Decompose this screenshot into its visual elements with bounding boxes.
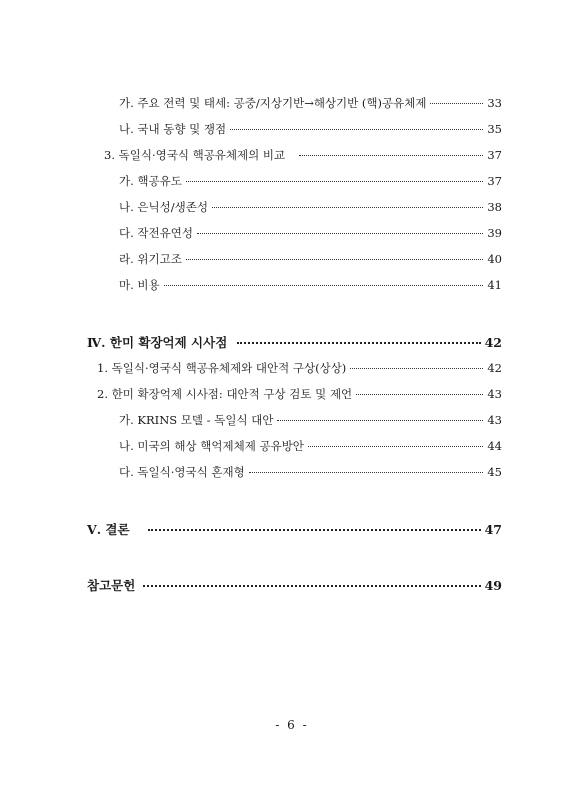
- toc-entry-label: 가. 주요 전력 및 태세: 공중/지상기반→해상기반 (핵)공유체제: [119, 96, 427, 110]
- dot-leader: [143, 585, 480, 587]
- toc-entry: [97, 360, 502, 376]
- toc-chapter: [87, 520, 502, 536]
- dot-leader: [237, 342, 480, 344]
- toc-entry-label: 가. 핵공유도: [119, 174, 182, 188]
- dot-leader: [186, 181, 484, 182]
- toc-entry-page: 33: [487, 96, 502, 110]
- dot-leader: [299, 155, 483, 156]
- toc-entry: [119, 225, 502, 241]
- toc-entry-page: 41: [487, 278, 502, 292]
- dot-leader: [308, 446, 483, 447]
- toc-entry-page: 38: [487, 200, 502, 214]
- dot-leader: [356, 394, 483, 395]
- toc-entry: [119, 464, 502, 480]
- toc-entry: [119, 95, 502, 111]
- toc-entry-page: 37: [487, 148, 502, 162]
- toc-entry: [119, 438, 502, 454]
- dot-leader: [186, 259, 484, 260]
- toc-entry-page: 43: [487, 413, 502, 427]
- toc-entry-label: 1. 독일식·영국식 핵공유체제와 대안적 구상(상상): [97, 361, 347, 375]
- toc-entry-page: 37: [487, 174, 502, 188]
- toc-entry-page: 35: [487, 122, 502, 136]
- toc-entry-label: 나. 은닉성/생존성: [119, 200, 208, 214]
- toc-entry-page: 43: [487, 387, 502, 401]
- toc-entry-label: 2. 한미 확장억제 시사점: 대안적 구상 검토 및 제언: [97, 387, 353, 401]
- toc-entry-page: 44: [487, 439, 502, 453]
- toc-entry-page: 40: [487, 252, 502, 266]
- toc-entry: [119, 199, 502, 215]
- toc-chapter-page: 47: [484, 522, 502, 537]
- toc-entry-label: 라. 위기고조: [119, 252, 182, 266]
- toc-entry: [119, 121, 502, 137]
- toc-entry: [97, 386, 502, 402]
- page-number: - 6 -: [275, 718, 309, 732]
- toc-entry-label: 가. KRINS 모델 - 독일식 대안: [119, 413, 274, 427]
- dot-leader: [197, 233, 483, 234]
- dot-leader: [164, 285, 484, 286]
- toc-chapter-label: Ⅴ. 결론: [87, 522, 130, 537]
- dot-leader: [277, 420, 483, 421]
- toc-entry-page: 39: [487, 226, 502, 240]
- toc-entry: [119, 277, 502, 293]
- toc-entry-label: 3. 독일식·영국식 핵공유체제의 비교: [104, 148, 286, 162]
- toc-chapter: [87, 333, 502, 349]
- toc-chapter-page: 42: [484, 335, 502, 350]
- dot-leader: [148, 529, 481, 531]
- dot-leader: [430, 103, 483, 104]
- toc-entry-label: 다. 독일식·영국식 혼재형: [119, 465, 245, 479]
- toc-entry: [119, 251, 502, 267]
- toc-entry-page: 45: [487, 465, 502, 479]
- toc-chapter-page: 49: [484, 578, 502, 593]
- toc-chapter-label: Ⅳ. 한미 확장억제 시사점: [87, 335, 228, 350]
- toc-entry: [119, 173, 502, 189]
- toc-chapter: [87, 576, 502, 592]
- toc-chapter-label: 참고문헌: [87, 578, 136, 593]
- dot-leader: [350, 368, 483, 369]
- dot-leader: [249, 472, 484, 473]
- toc-entry-label: 나. 국내 동향 및 쟁점: [119, 122, 227, 136]
- dot-leader: [230, 129, 483, 130]
- dot-leader: [212, 207, 483, 208]
- toc-entry-page: 42: [487, 361, 502, 375]
- toc-entry-label: 나. 미국의 해상 핵억제체제 공유방안: [119, 439, 304, 453]
- toc-entry-label: 다. 작전유연성: [119, 226, 193, 240]
- toc-entry-label: 마. 비용: [119, 278, 160, 292]
- toc-entry: [119, 412, 502, 428]
- toc-entry: [104, 147, 502, 163]
